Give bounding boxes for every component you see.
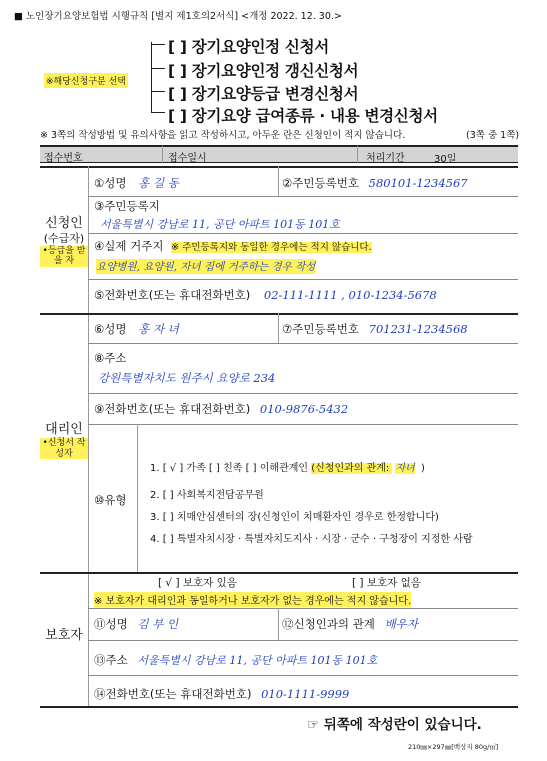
applicant-rrn-label: ②주민등록번호	[282, 176, 359, 190]
applicant-name-field[interactable]: 홍 길 동	[138, 176, 179, 190]
row-divider	[88, 608, 518, 609]
receipt-date-label: 접수일시	[168, 153, 207, 164]
applicant-residence-field[interactable]: 요양병원, 요양원, 자녀 집에 거주하는 경우 작성	[96, 261, 316, 273]
agent-type-label: ⑩유형	[94, 493, 127, 507]
row-divider	[88, 675, 518, 676]
option-grade-change[interactable]: [ ] 장기요양등급 변경신청서	[168, 85, 359, 103]
divider	[278, 166, 279, 196]
applicant-address-label: ③주민등록지	[94, 199, 160, 213]
table-border	[40, 166, 518, 168]
row-divider	[88, 343, 518, 344]
applicant-phone-field[interactable]: 02-111-1111 , 010-1234-5678	[263, 288, 437, 302]
guardian-note: ※ 보호자가 대리인과 동일하거나 보호자가 없는 경우에는 적지 않습니다.	[94, 592, 411, 607]
guardian-relation-field[interactable]: 배우자	[384, 617, 418, 631]
section-divider	[40, 572, 518, 574]
divider	[357, 146, 358, 163]
divider	[162, 146, 163, 163]
divider	[278, 313, 279, 343]
selection-note: ※해당신청구분 선택	[44, 73, 128, 88]
guardian-address-field[interactable]: 서울특별시 강남로 11, 공단 아파트 101동 101호	[137, 654, 378, 667]
row-divider	[88, 196, 518, 197]
section-divider	[40, 313, 518, 315]
row-divider	[88, 279, 518, 280]
row-divider	[88, 393, 518, 394]
applicant-address-field[interactable]: 서울특별시 강남로 11, 공단 아파트 101동 101호	[100, 218, 340, 231]
agent-address-field[interactable]: 강원특별자치도 원주시 요양로 234	[98, 371, 276, 385]
row-divider	[88, 640, 518, 641]
applicant-section-label	[40, 216, 88, 269]
processing-period-label: 처리기간	[366, 153, 405, 164]
paper-spec: 210㎜×297㎜[백상지 80g/㎡]	[408, 743, 499, 751]
receipt-bar	[40, 145, 518, 163]
guardian-phone-label: ⑭전화번호(또는 휴대전화번호)	[94, 687, 252, 701]
applicant-sub-label: (수급자)	[43, 232, 85, 246]
agent-relation-label: (신청인과의 관계:	[311, 463, 393, 474]
agent-section-label	[40, 422, 88, 461]
option-bracket	[151, 42, 163, 112]
form-legal-reference: ■ 노인장기요양보험법 시행규칙 [별지 제1호의2서식] <개정 2022. 12. 30.>	[14, 11, 342, 22]
agent-type-designated-option[interactable]: 4. [ ] 특별자치시장 · 특별자치도지사 · 시장 · 군수 · 구청장이 지정한 사람	[150, 534, 473, 545]
option-tick	[151, 112, 165, 113]
agent-rrn-field[interactable]: 701231-1234568	[368, 322, 468, 336]
instructions-notice: ※ 3쪽의 작성방법 및 유의사항을 읽고 작성하시고, 아두운 란은 신청인이 적지 않습니다.	[40, 130, 406, 141]
back-page-note: ☞ 뒤쪽에 작성란이 있습니다.	[307, 717, 482, 733]
agent-type-dementia-center-option[interactable]: 3. [ ] 치매안심센터의 장(신청인이 치매환자인 경우로 한정합니다)	[150, 512, 439, 523]
option-tick	[151, 91, 165, 92]
applicant-label: 신청인	[45, 216, 83, 231]
applicant-residence-label: ④실제 거주지	[94, 239, 164, 253]
row-divider	[88, 424, 518, 425]
label-column-divider	[88, 166, 89, 706]
agent-relation-field[interactable]: 자녀	[395, 463, 415, 474]
agent-address-label: ⑧주소	[94, 351, 127, 365]
table-bottom-border	[40, 706, 518, 708]
guardian-exists-option[interactable]: [ √ ] 보호자 있음	[158, 577, 237, 589]
agent-relation-close: )	[417, 463, 425, 474]
page-count: (3쪽 중 1쪽)	[466, 130, 520, 141]
applicant-phone-label: ⑤전화번호(또는 휴대전화번호)	[94, 288, 251, 302]
receipt-number-label: 접수번호	[44, 153, 83, 164]
agent-phone-label: ⑨전화번호(또는 휴대전화번호)	[94, 402, 251, 416]
agent-name-field[interactable]: 홍 자 녀	[138, 322, 179, 336]
guardian-address-label: ⑬주소	[94, 653, 128, 667]
guardian-name-field[interactable]: 김 부 인	[137, 617, 179, 631]
option-tick	[151, 68, 165, 69]
applicant-residence-note: ※ 주민등록지와 동일한 경우에는 적지 않습니다.	[171, 242, 372, 253]
guardian-phone-field[interactable]: 010-1111-9999	[261, 687, 350, 701]
option-tick	[151, 44, 165, 45]
agent-type-social-worker-option[interactable]: 2. [ ] 사회복지전담공무원	[150, 490, 264, 501]
agent-phone-field[interactable]: 010-9876-5432	[259, 402, 349, 416]
agent-note: •신청서 작성자	[40, 438, 88, 459]
applicant-name-label: ①성명	[94, 176, 127, 190]
divider	[278, 608, 279, 640]
row-divider	[88, 233, 518, 234]
agent-label: 대리인	[45, 422, 83, 437]
guardian-section-label: 보호자	[45, 628, 83, 643]
guardian-relation-label: ⑫신청인과의 관계	[282, 617, 375, 631]
guardian-name-label: ⑪성명	[94, 617, 128, 631]
option-benefit-change[interactable]: [ ] 장기요양 급여종류 · 내용 변경신청서	[168, 107, 438, 125]
agent-name-label: ⑥성명	[94, 322, 127, 336]
divider	[137, 424, 138, 572]
option-certification[interactable]: [ ] 장기요양인정 신청서	[168, 38, 329, 56]
option-renewal[interactable]: [ ] 장기요양인정 갱신신청서	[168, 62, 359, 80]
applicant-note: •등급을 받을 자	[40, 246, 88, 267]
processing-period-value: 30일	[434, 154, 457, 165]
applicant-rrn-field[interactable]: 580101-1234567	[368, 176, 468, 190]
guardian-none-option[interactable]: [ ] 보호자 없음	[352, 577, 421, 589]
agent-rrn-label: ⑦주민등록번호	[282, 322, 359, 336]
agent-type-family-option[interactable]: 1. [ √ ] 가족 [ ] 친족 [ ] 이해관계인	[150, 463, 312, 474]
